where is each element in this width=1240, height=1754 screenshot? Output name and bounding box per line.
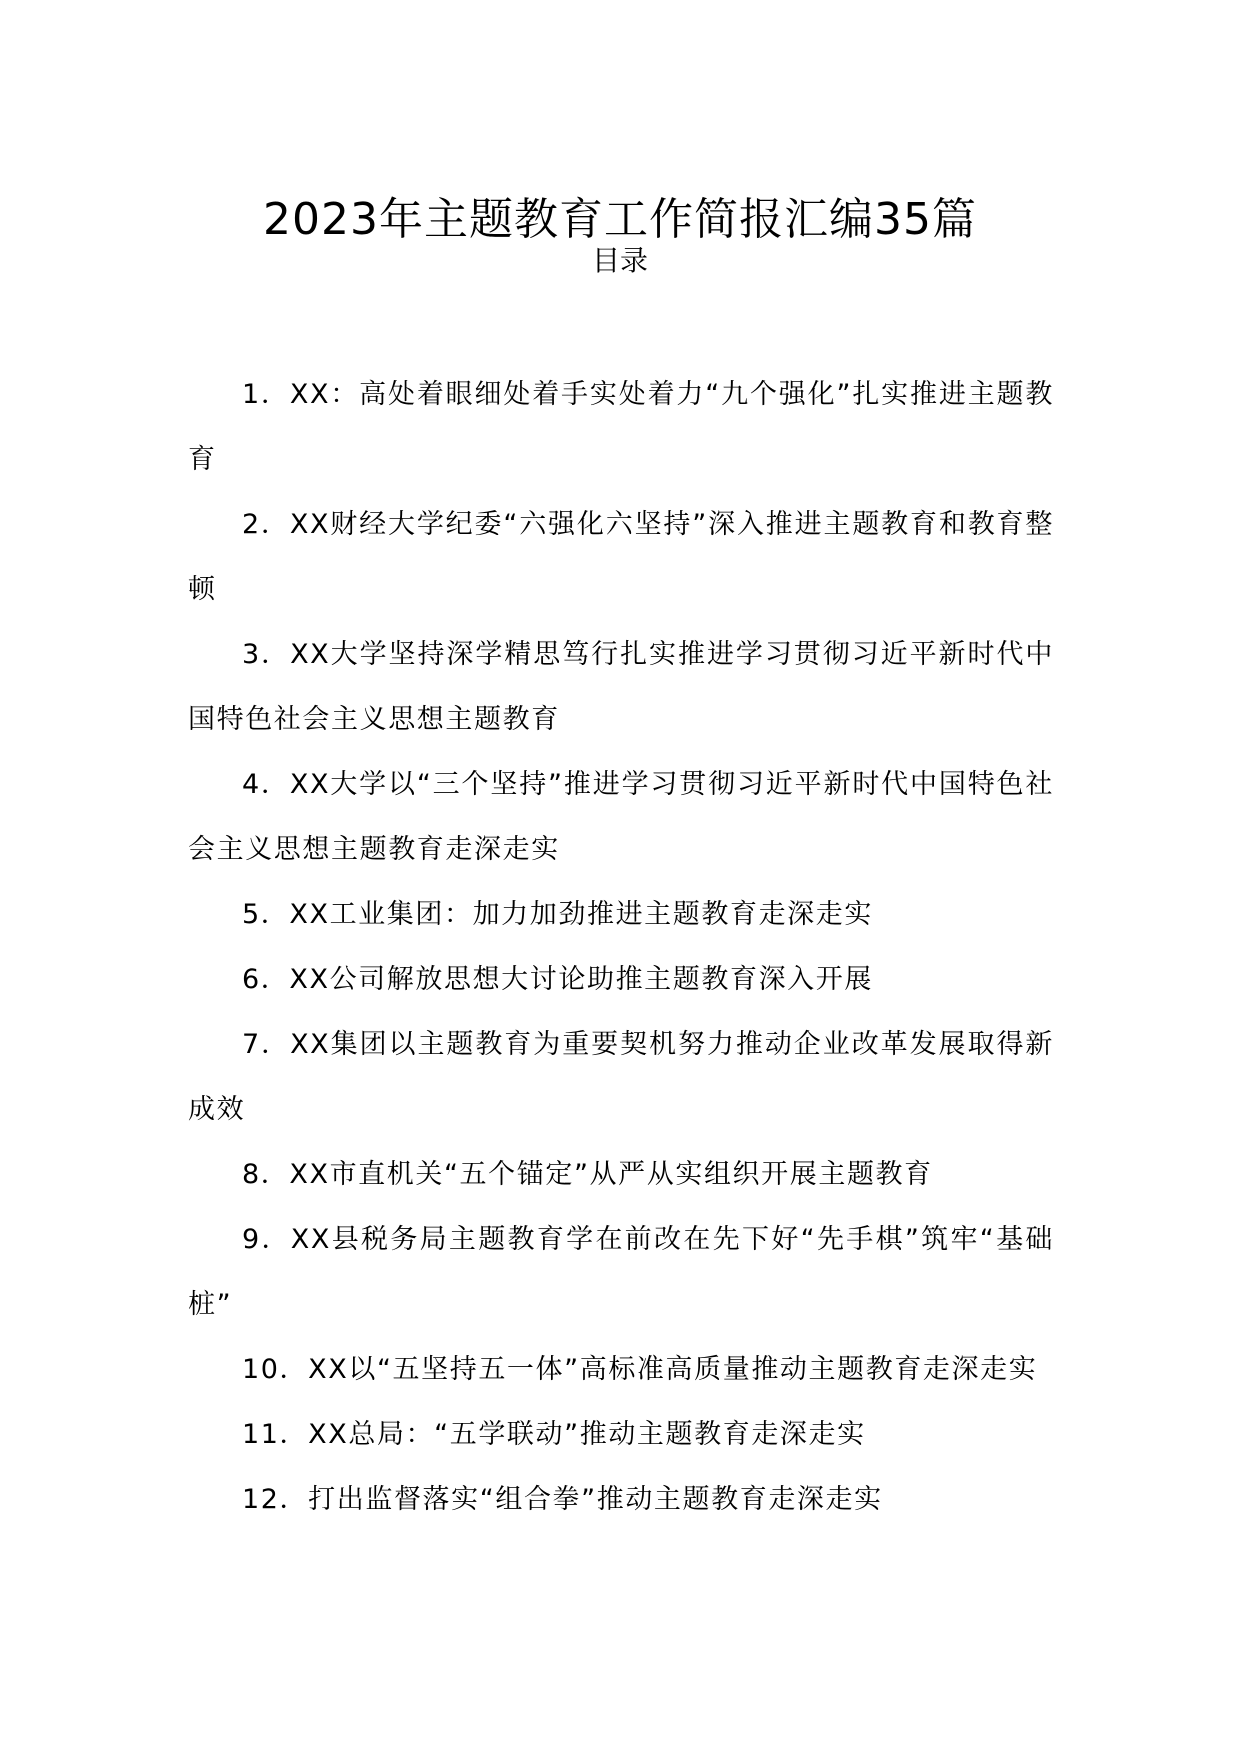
toc-item-10[interactable]: 10．XX以“五坚持五一体”高标准高质量推动主题教育走深走实 — [242, 1354, 1038, 1385]
toc-item-9[interactable]: 9．XX县税务局主题教育学在前改在先下好“先手棋”筑牢“基础桩” — [188, 1224, 1054, 1320]
toc-heading: 目录 — [591, 244, 648, 277]
toc-item-11[interactable]: 11．XX总局：“五学联动”推动主题教育走深走实 — [242, 1419, 866, 1450]
toc-item-6[interactable]: 6．XX公司解放思想大讨论助推主题教育深入开展 — [242, 964, 873, 995]
toc-item-4[interactable]: 4．XX大学以“三个坚持”推进学习贯彻习近平新时代中国特色社会主义思想主题教育走深走实 — [188, 769, 1054, 865]
toc-item-1[interactable]: 1．XX：高处着眼细处着手实处着力“九个强化”扎实推进主题教育 — [188, 379, 1054, 475]
toc-item-3[interactable]: 3．XX大学坚持深学精思笃行扎实推进学习贯彻习近平新时代中国特色社会主义思想主题教育 — [188, 639, 1054, 735]
toc-item-8[interactable]: 8．XX市直机关“五个锚定”从严从实组织开展主题教育 — [242, 1159, 933, 1190]
toc-item-5[interactable]: 5．XX工业集团：加力加劲推进主题教育走深走实 — [242, 899, 873, 930]
toc-item-2[interactable]: 2．XX财经大学纪委“六强化六坚持”深入推进主题教育和教育整顿 — [188, 509, 1054, 605]
toc-item-12[interactable]: 12．打出监督落实“组合拳”推动主题教育走深走实 — [242, 1484, 883, 1515]
toc-item-7[interactable]: 7．XX集团以主题教育为重要契机努力推动企业改革发展取得新成效 — [188, 1029, 1054, 1125]
document-title: 2023年主题教育工作简报汇编35篇 — [263, 194, 977, 246]
table-of-contents — [188, 362, 1054, 1532]
